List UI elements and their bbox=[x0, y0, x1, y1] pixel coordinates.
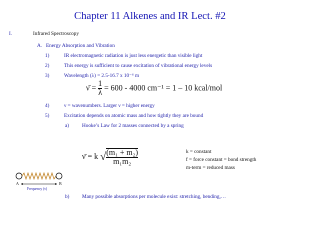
equation-1-denominator: λ bbox=[98, 88, 103, 97]
definition-k: k = constant bbox=[186, 149, 212, 155]
item-1-number: 1) bbox=[45, 53, 50, 59]
item-1-text: IR electromagnetic radiation is just less energetic than visible light bbox=[64, 53, 203, 59]
section-number: I. bbox=[9, 31, 13, 37]
sub-item-a-text: Hooke’s Law for 2 masses connected by a spring bbox=[82, 123, 184, 129]
definition-f: f = force constant = bond strength bbox=[186, 157, 257, 163]
sub-item-b-number: b) bbox=[65, 194, 70, 200]
item-3-number: 3) bbox=[45, 73, 50, 79]
spring-diagram bbox=[15, 170, 65, 190]
item-2-number: 2) bbox=[45, 63, 50, 69]
item-4-number: 4) bbox=[45, 103, 50, 109]
equation-1-lhs: ν̄ = bbox=[86, 83, 97, 93]
item-5-number: 5) bbox=[45, 113, 50, 119]
frequency-label: Frequency (ν) bbox=[27, 187, 48, 191]
item-3-text: Wavelength (λ) = 2.5-16.7 x 10⁻⁶ m bbox=[64, 73, 139, 79]
section-title: Infrared Spectroscopy bbox=[33, 31, 79, 37]
item-5-text: Excitation depends on atomic mass and how tightly they are bound bbox=[64, 113, 204, 119]
equation-2-fraction bbox=[106, 148, 138, 166]
mass-b-label: B bbox=[59, 181, 62, 186]
equation-1-fraction bbox=[98, 80, 102, 97]
sub-item-a-number: a) bbox=[65, 123, 70, 129]
mass-a-label: A bbox=[16, 181, 19, 186]
subsection-number: A. bbox=[37, 43, 43, 49]
equation-1-numerator: 1 bbox=[98, 79, 103, 88]
equation-2-denominator: m₁m₂ bbox=[106, 157, 138, 166]
equation-1-rhs: = 600 - 4000 cm⁻¹ = 1 – 10 kcal/mol bbox=[104, 83, 223, 93]
item-2-text: This energy is sufficient to cause excitation of vibrational energy levels bbox=[64, 63, 213, 69]
mass-a bbox=[16, 173, 22, 179]
equation-hookes-law bbox=[82, 148, 138, 166]
equation-2-lhs: ν̄ = k bbox=[82, 151, 99, 161]
sub-item-b-text: Many possible absorptions per molecule exist: stretching, bending,… bbox=[82, 194, 226, 200]
subsection-title: Energy Absorption and Vibration bbox=[46, 43, 115, 49]
sqrt-symbol: √ bbox=[100, 151, 107, 163]
item-4-text: ν = wavenumbers. Larger ν = higher energy bbox=[64, 103, 155, 109]
equation-2-numerator: (m₁ + m₂) bbox=[106, 148, 139, 157]
spring-coil bbox=[22, 173, 56, 179]
equation-wavenumber bbox=[86, 80, 222, 97]
page-title: Chapter 11 Alkenes and IR Lect. #2 bbox=[74, 11, 226, 22]
mass-b bbox=[56, 173, 62, 179]
definition-m: m-term = reduced mass bbox=[186, 165, 235, 171]
